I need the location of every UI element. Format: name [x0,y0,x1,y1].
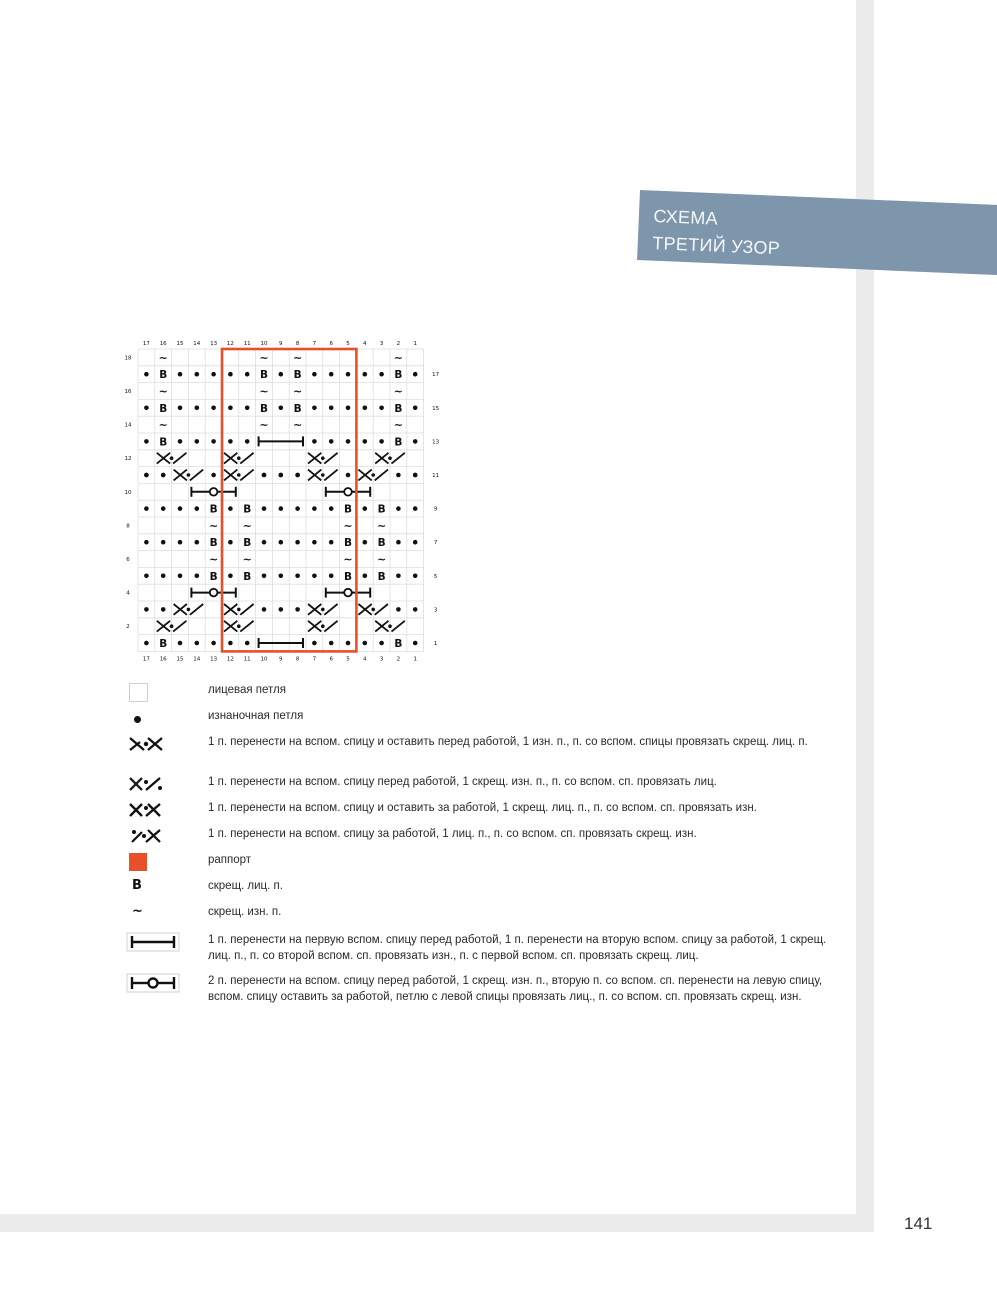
column-number: 4 [363,341,367,347]
purl-dot [379,372,384,377]
bar-with-circle-icon [126,973,182,993]
row-number: 4 [126,590,130,597]
row-number: 3 [433,607,438,614]
cable-cross-dot [321,473,325,477]
header-line-2: ТРЕТИЙ УЗОР [651,232,781,259]
purl-dot [329,372,334,377]
twisted-purl-mark: ~ [393,418,404,432]
column-number: 12 [226,656,234,663]
purl-dot [144,406,149,411]
purl-dot [295,506,300,511]
purl-dot [195,540,200,545]
twisted-purl-mark: ~ [242,519,252,533]
column-number: 11 [243,341,251,347]
cable-cross-dot [321,608,325,612]
twisted-purl-icon: ~ [132,904,143,919]
purl-dot [413,439,418,444]
column-number: 10 [260,656,268,663]
row-number: 13 [432,439,440,446]
cable-cross-dot [170,456,174,460]
twisted-purl-mark: ~ [158,351,168,365]
twisted-knit-mark: B [259,369,269,382]
purl-dot [279,574,284,579]
purl-dot [195,372,200,377]
twisted-knit-mark: B [394,402,403,415]
purl-dot [329,439,334,444]
purl-dot [178,641,183,646]
cable-cross [240,470,253,481]
twisted-purl-mark: ~ [376,553,387,566]
column-number: 3 [379,341,384,347]
column-number: 16 [159,341,167,347]
column-number: 13 [210,656,218,663]
cable-cross-dot [237,456,241,460]
row-number: 15 [432,405,440,412]
twisted-knit-mark: B [377,570,386,583]
twisted-knit-mark: B [159,436,168,449]
cable-cross [375,604,388,615]
purl-dot [329,406,334,411]
cable-cross-dot [388,456,392,460]
purl-dot [262,506,267,511]
purl-dot [262,607,267,612]
purl-dot [396,607,401,612]
column-number: 6 [329,341,333,347]
purl-dot [211,641,216,646]
purl-dot [245,439,250,444]
page-frame-right [856,0,874,1232]
row-number: 17 [432,372,440,379]
purl-dot [144,473,149,478]
purl-dot [195,439,200,444]
twisted-knit-mark: B [394,436,403,449]
column-number: 15 [176,341,184,347]
purl-dot [195,506,200,511]
purl-dot [144,574,149,579]
cross-left-purl-icon [126,734,166,754]
purl-dot [144,641,149,646]
purl-dot [262,473,267,478]
cable-cross [240,621,253,632]
purl-dot [363,406,368,411]
purl-dot [228,439,233,444]
purl-dot [245,406,250,411]
legend-text: 2 п. перенести на вспом. спицу перед работой, 1 скрещ. изн. п., вторую п. со вспом. сп. перенести на левую спицу, вспом. спицу оставить за работой, петлю с левой спицы провязать лиц., п. со вспом. сп. провязать скрещ. изн. [208,975,823,1003]
purl-dot [329,641,334,646]
purl-dot [312,439,317,444]
purl-dot [346,439,351,444]
page-frame-bottom [0,1214,874,1232]
twisted-knit-mark: B [377,503,386,516]
purl-dot [413,473,418,478]
legend-text: 1 п. перенести на вспом. спицу и оставить за работой, 1 скрещ. лиц. п., п. со вспом. сп. провязать изн. [208,802,757,814]
twisted-knit-icon: B [132,878,142,893]
column-number: 8 [295,656,300,663]
row-number: 18 [124,355,132,362]
twisted-purl-mark: ~ [292,418,303,432]
purl-dot [396,473,401,478]
purl-dot [329,506,334,511]
purl-dot [245,641,250,646]
cross-back-knit-icon [126,800,166,820]
twisted-knit-mark: B [159,638,168,650]
circle-bar-circle [344,589,352,597]
purl-dot [312,506,317,511]
purl-dot [329,574,334,579]
twisted-purl-mark: ~ [343,519,353,533]
purl-dot [379,439,384,444]
column-number: 16 [159,656,167,663]
purl-dot [413,607,418,612]
twisted-knit-mark: B [293,402,302,415]
row-number: 5 [433,573,438,580]
twisted-purl-mark: ~ [393,385,404,398]
purl-dot [144,506,149,511]
column-number: 11 [243,656,251,663]
cross-back-purl-icon [126,826,166,846]
purl-dot [312,574,317,579]
knit-stitch-icon [129,683,148,702]
twisted-knit-mark: B [394,638,403,650]
purl-dot [329,540,334,545]
purl-dot [396,574,401,579]
repeat-swatch-icon [129,853,147,871]
purl-dot [279,372,284,377]
twisted-knit-mark: B [259,402,269,415]
legend-text: изнаночная петля [208,710,304,722]
purl-dot [279,540,284,545]
legend-text: лицевая петля [208,684,286,696]
cable-cross-dot [321,624,325,628]
column-number: 13 [210,341,218,347]
cable-cross-dot [187,473,191,477]
row-number: 12 [124,456,132,463]
twisted-purl-mark: ~ [376,519,387,533]
column-number: 5 [346,341,350,347]
cable-cross-dot [371,608,375,612]
purl-dot [346,372,351,377]
purl-dot [178,406,183,411]
purl-dot [295,607,300,612]
column-number: 9 [279,656,283,663]
column-number: 6 [329,656,333,663]
legend-text: 1 п. перенести на вспом. спицу за работой, 1 лиц. п., п. со вспом. сп. провязать скрещ. изн. [208,828,697,840]
purl-dot [346,473,351,478]
page-number: 141 [904,1214,933,1233]
purl-dot [413,641,418,646]
twisted-purl-mark: ~ [158,418,168,432]
purl-dot [312,406,317,411]
twisted-knit-mark: B [293,369,302,382]
twisted-knit-mark: B [243,503,252,516]
row-number: 10 [124,489,132,496]
purl-dot [228,506,233,511]
cable-cross [391,453,404,464]
row-number: 7 [433,540,438,547]
header-line-1: СХЕМА [653,205,719,229]
row-number: 2 [126,624,130,631]
purl-dot [211,372,216,377]
column-number: 12 [226,341,234,347]
purl-dot [161,574,166,579]
purl-dot [211,473,216,478]
purl-dot [312,641,317,646]
purl-dot [396,506,401,511]
cable-cross [375,470,388,481]
purl-dot [413,574,418,579]
row-number: 1 [433,641,438,647]
purl-dot [178,439,183,444]
purl-dot [161,506,166,511]
cable-cross [240,453,253,464]
column-number: 7 [312,656,317,663]
circle-bar-circle [210,488,218,496]
purl-dot [413,506,418,511]
cable-cross [190,470,203,481]
column-number: 1 [413,341,417,347]
twisted-knit-mark: B [159,369,168,382]
column-number: 3 [379,656,384,663]
column-number: 14 [193,341,201,347]
cable-cross-dot [388,624,392,628]
cable-cross [391,621,404,632]
twisted-knit-mark: B [377,537,386,550]
cable-cross [324,604,337,615]
twisted-purl-mark: ~ [259,351,269,365]
column-number: 15 [176,656,184,663]
purl-dot [161,607,166,612]
twisted-knit-mark: B [243,537,252,550]
purl-dot [262,540,267,545]
purl-dot [178,506,183,511]
column-number: 2 [396,341,401,347]
purl-dot [295,540,300,545]
row-number: 11 [432,473,440,479]
column-number: 4 [363,656,367,663]
purl-dot [346,641,351,646]
column-number: 9 [279,341,283,347]
twisted-knit-mark: B [394,369,403,382]
twisted-purl-mark: ~ [292,351,303,365]
circle-bar-circle [344,488,352,496]
purl-dot [161,473,166,478]
purl-dot [144,540,149,545]
purl-dot [363,372,368,377]
purl-dot [228,540,233,545]
purl-dot [363,506,368,511]
purl-dot [279,473,284,478]
column-number: 10 [260,341,268,347]
twisted-knit-mark: B [209,537,218,550]
legend-text: раппорт [208,854,252,866]
legend-text: скрещ. лиц. п. [208,880,283,892]
purl-dot [312,540,317,545]
purl-dot [413,406,418,411]
purl-dot [228,372,233,377]
purl-dot [195,574,200,579]
twisted-purl-mark: ~ [242,553,252,566]
cable-cross-dot [187,608,191,612]
purl-dot [228,406,233,411]
cable-cross-dot [237,473,241,477]
purl-dot [279,607,284,612]
cable-cross-dot [321,456,325,460]
legend-text: скрещ. изн. п. [208,906,282,918]
legend-text: 1 п. перенести на первую вспом. спицу перед работой, 1 п. перенести на вторую вспом. спицу за работой, 1 скрещ. лиц. п., п. со второй вспом. сп. провязать изн., п. с первой вспом. сп. провязать скрещ. лиц. [208,934,827,962]
column-number: 2 [396,656,401,663]
twisted-knit-mark: B [159,402,168,415]
purl-dot [195,641,200,646]
cable-cross [173,453,186,464]
cross-front-purl-icon [126,774,166,794]
cable-cross [173,621,186,632]
column-number: 1 [413,656,417,663]
purl-dot [363,574,368,579]
purl-dot [195,406,200,411]
cable-cross [240,604,253,615]
column-number: 14 [193,656,201,663]
column-number: 7 [312,341,317,347]
circle-bar-circle [210,589,218,597]
purl-dot [295,574,300,579]
cable-cross-dot [170,624,174,628]
legend-text: 1 п. перенести на вспом. спицу и оставить перед работой, 1 изн. п., п. со вспом. спицы провязать скрещ. лиц. п. [208,736,808,748]
purl-dot [279,506,284,511]
column-number: 8 [295,341,300,347]
purl-dot [161,540,166,545]
purl-dot [262,574,267,579]
purl-dot [312,372,317,377]
cable-cross [324,453,337,464]
twisted-knit-mark: B [343,570,353,583]
purl-dot [228,574,233,579]
purl-dot [295,473,300,478]
cable-cross-dot [371,473,375,477]
purl-dot [363,439,368,444]
purl-dot [178,372,183,377]
purl-dot [211,439,216,444]
column-number: 17 [142,656,150,663]
twisted-purl-mark: ~ [292,385,303,398]
header-title [652,203,782,262]
purl-dot [413,540,418,545]
knitting-chart [118,336,448,666]
twisted-purl-mark: ~ [208,553,219,566]
row-number: 14 [124,422,132,429]
purl-dot [144,439,149,444]
twisted-knit-mark: B [243,570,252,583]
purl-dot [279,406,284,411]
twisted-purl-mark: ~ [259,418,269,432]
purl-dot [144,607,149,612]
row-number: 9 [433,506,438,513]
twisted-purl-mark: ~ [343,553,353,566]
purl-dot [178,540,183,545]
three-stitch-bar-icon [126,932,182,952]
purl-dot [379,641,384,646]
twisted-purl-mark: ~ [259,385,269,398]
purl-dot [211,406,216,411]
purl-dot [178,574,183,579]
cable-cross [190,604,203,615]
purl-dot [396,540,401,545]
purl-dot [228,641,233,646]
column-number: 17 [142,341,150,347]
twisted-purl-mark: ~ [158,385,168,398]
cable-cross [324,621,337,632]
purl-dot [363,641,368,646]
purl-dot [379,406,384,411]
purl-dot [346,406,351,411]
row-number: 6 [126,557,130,563]
cable-cross-dot [237,624,241,628]
twisted-knit-mark: B [343,503,353,516]
twisted-purl-mark: ~ [393,351,404,365]
purl-dot-icon [134,716,141,723]
purl-dot [245,372,250,377]
twisted-knit-mark: B [209,570,218,583]
row-number: 16 [124,389,132,395]
purl-dot [413,372,418,377]
legend-text: 1 п. перенести на вспом. спицу перед работой, 1 скрещ. изн. п., п. со вспом. сп. провязать лиц. [208,776,717,788]
cable-cross-dot [237,608,241,612]
purl-dot [144,372,149,377]
twisted-knit-mark: B [209,503,218,516]
purl-dot [363,540,368,545]
twisted-purl-mark: ~ [208,519,219,533]
row-number: 8 [126,523,130,530]
cable-cross [324,470,337,481]
column-number: 5 [346,656,350,663]
twisted-knit-mark: B [343,537,353,550]
